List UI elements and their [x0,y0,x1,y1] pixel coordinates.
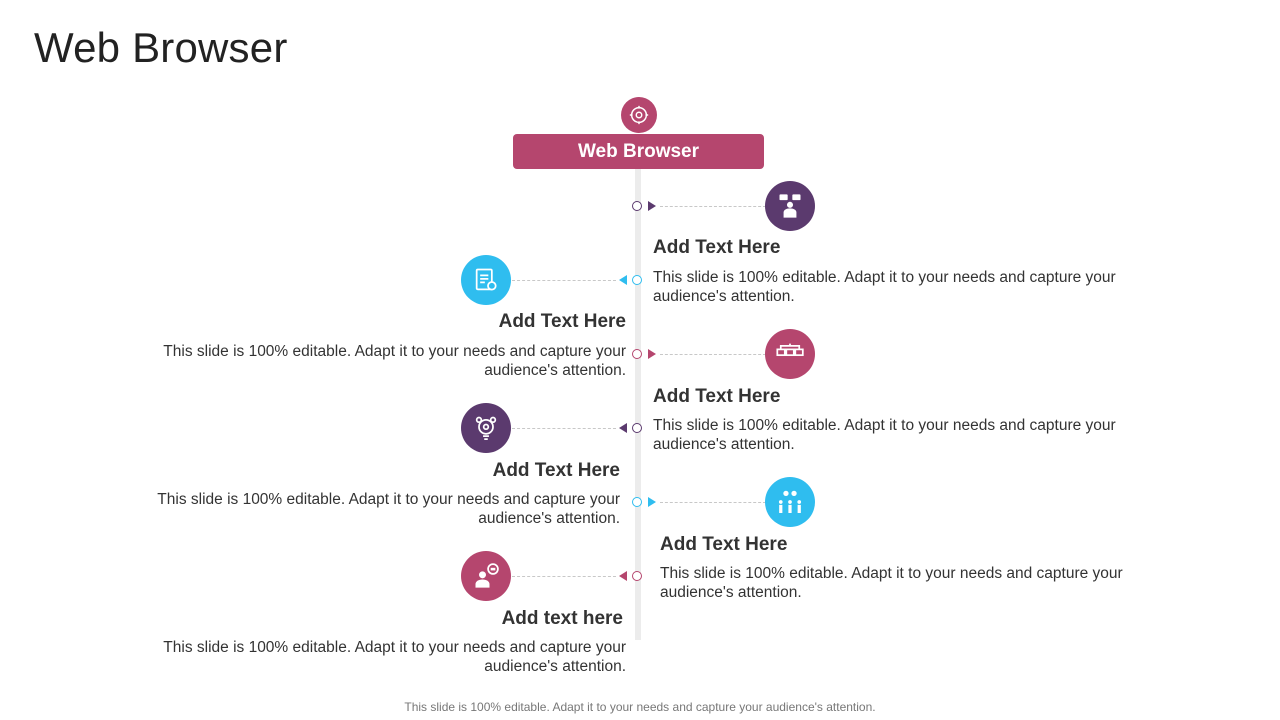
gear-bulb-icon [461,403,511,453]
item-heading: Add Text Here [492,460,620,481]
connector-line [512,576,616,577]
connector-line [512,280,616,281]
timeline-node [632,423,642,433]
item-heading: Add Text Here [660,534,788,555]
item-description: This slide is 100% editable. Adapt it to your needs and capture your audience's attention. [163,343,626,379]
item-heading: Add text here [501,608,623,629]
timeline-node [632,571,642,581]
pointer-arrow [619,571,627,581]
presenter-icon [765,181,815,231]
item-description: This slide is 100% editable. Adapt it to your needs and capture your audience's attention. [653,417,1116,453]
team-gears-icon [765,477,815,527]
pointer-arrow [648,201,656,211]
footer-note: This slide is 100% editable. Adapt it to your needs and capture your audience's attention. [404,700,876,714]
item-heading: Add Text Here [498,311,626,332]
item-heading: Add Text Here [653,237,781,258]
user-chat-icon [461,551,511,601]
item-description: This slide is 100% editable. Adapt it to your needs and capture your audience's attention. [660,565,1123,601]
item-description: This slide is 100% editable. Adapt it to your needs and capture your audience's attention. [653,269,1116,305]
pointer-arrow [648,349,656,359]
connector-line [660,354,766,355]
timeline-node [632,497,642,507]
item-heading: Add Text Here [653,386,781,407]
timeline-node [632,275,642,285]
page-title: Web Browser [34,24,288,71]
browser-gear-icon [621,97,657,133]
timeline-spine [635,168,641,640]
timeline-node [632,349,642,359]
item-description: This slide is 100% editable. Adapt it to your needs and capture your audience's attention. [163,639,626,675]
connector-line [660,502,766,503]
browser-windows-icon [765,329,815,379]
pointer-arrow [619,423,627,433]
connector-line [512,428,616,429]
pointer-arrow [648,497,656,507]
header-label-box [513,134,764,169]
connector-line [660,206,766,207]
timeline-node [632,201,642,211]
item-description: This slide is 100% editable. Adapt it to your needs and capture your audience's attention. [157,491,620,527]
certificate-icon [461,255,511,305]
pointer-arrow [619,275,627,285]
header-label: Web Browser [577,140,700,162]
